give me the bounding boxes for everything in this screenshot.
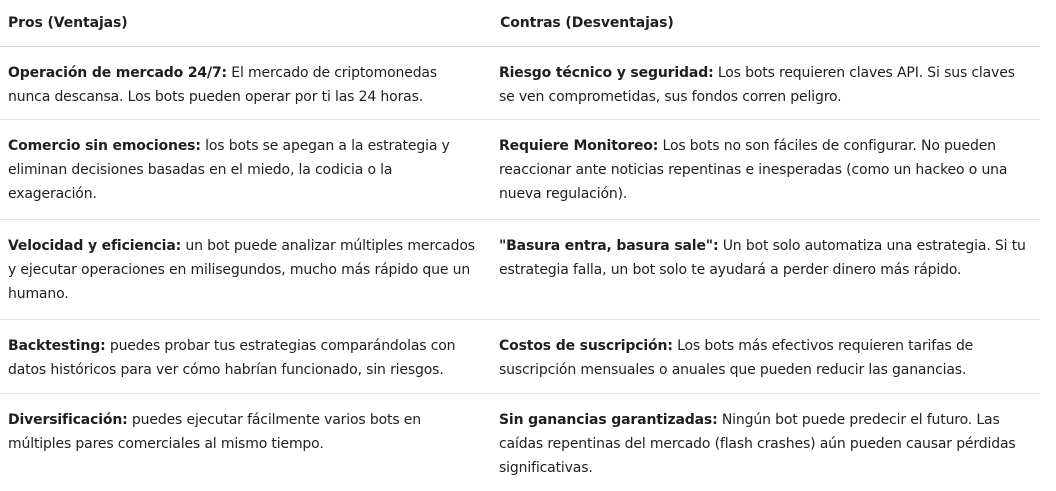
pros-item-title: Velocidad y eficiencia:	[8, 238, 182, 254]
pros-item-title: Operación de mercado 24/7:	[8, 65, 227, 81]
pros-item-title: Backtesting:	[8, 338, 106, 354]
pros-item-title: Diversificación:	[8, 412, 128, 428]
cons-cell	[491, 334, 1040, 393]
pros-cell	[0, 61, 491, 119]
cons-cell	[491, 408, 1040, 491]
cons-item-title: Costos de suscripción:	[499, 338, 673, 354]
cons-item-text: Los bots no son fáciles de configurar. No pueden reaccionar ante noticias repentinas e inesperadas (como un hackeo o una nueva regulación).	[499, 138, 1008, 202]
table-row	[0, 47, 1040, 120]
table-header-row	[0, 0, 1040, 47]
pros-item-text: un bot puede analizar múltiples mercados y ejecutar operaciones en milisegundos, mucho más rápido que un humano.	[8, 238, 475, 302]
cons-column-header: Contras (Desventajas)	[500, 15, 674, 31]
cons-item-text: Los bots más efectivos requieren tarifas de suscripción mensuales o anuales que pueden reducir las ganancias.	[499, 338, 974, 378]
pros-item-text: puedes probar tus estrategias comparándolas con datos históricos para ver cómo habrían funcionado, sin riesgos.	[8, 338, 456, 378]
cons-item-title: Sin ganancias garantizadas:	[499, 412, 718, 428]
cons-item-title: "Basura entra, basura sale":	[499, 238, 719, 254]
pros-item-title: Comercio sin emociones:	[8, 138, 201, 154]
pros-column-header: Pros (Ventajas)	[8, 15, 128, 31]
pros-item-text: El mercado de criptomonedas nunca descansa. Los bots pueden operar por ti las 24 horas.	[8, 65, 437, 105]
cons-item-text: Un bot solo automatiza una estrategia. Si tu estrategia falla, un bot solo te ayudará a perder dinero más rápido.	[499, 238, 1026, 278]
pros-item-text: puedes ejecutar fácilmente varios bots en múltiples pares comerciales al mismo tiempo.	[8, 412, 421, 452]
pros-cell	[0, 334, 491, 393]
table-row	[0, 120, 1040, 220]
cons-item-title: Riesgo técnico y seguridad:	[499, 65, 714, 81]
cons-cell	[491, 234, 1040, 319]
pros-cell	[0, 408, 491, 491]
cons-item-title: Requiere Monitoreo:	[499, 138, 659, 154]
pros-cell	[0, 134, 491, 219]
cons-cell	[491, 61, 1040, 119]
pros-item-text: los bots se apegan a la estrategia y eliminan decisiones basadas en el miedo, la codicia o la exageración.	[8, 138, 450, 202]
cons-item-text: Ningún bot puede predecir el futuro. Las caídas repentinas del mercado (flash crashes) aún pueden causar pérdidas significativas.	[499, 412, 1016, 476]
cons-item-text: Los bots requieren claves API. Si sus claves se ven comprometidas, sus fondos corren peligro.	[499, 65, 1015, 105]
table-row	[0, 320, 1040, 394]
pros-cell	[0, 234, 491, 319]
cons-cell	[491, 134, 1040, 219]
table-row	[0, 220, 1040, 320]
table-row	[0, 394, 1040, 491]
